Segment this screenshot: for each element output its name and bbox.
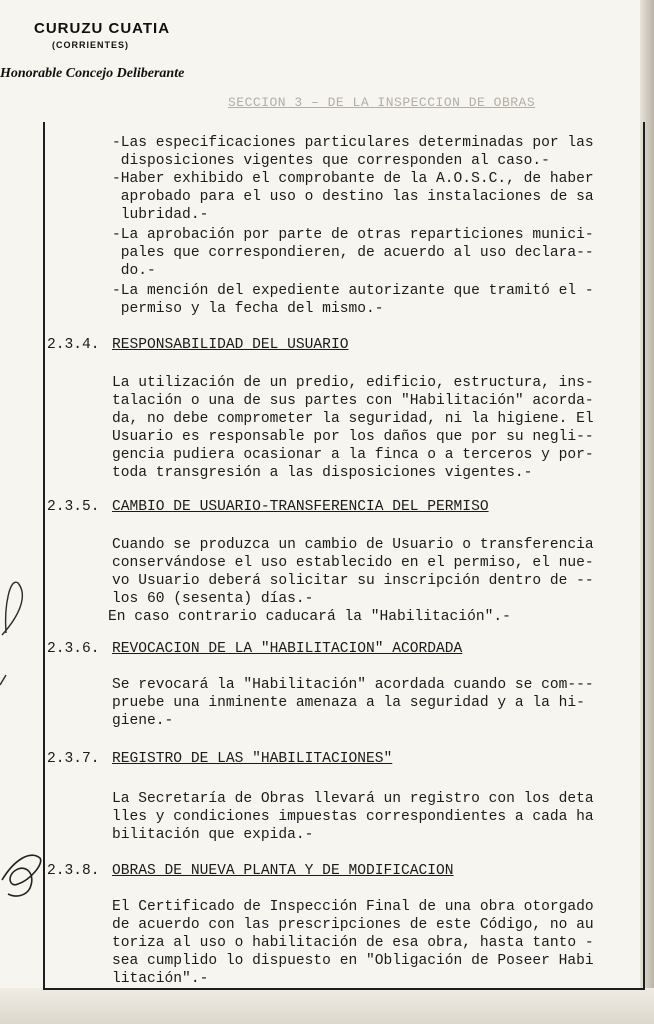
list-item: -La mención del expediente autorizante que tramitó el - [112,283,594,299]
paragraph-line: La utilización de un predio, edificio, estructura, ins- [112,375,594,391]
list-item: -La aprobación por parte de otras reparticiones munici- [112,227,594,243]
paragraph-line: giene.- [112,713,174,729]
section-number: 2.3.4. [47,337,100,353]
section-heading: CAMBIO DE USUARIO-TRANSFERENCIA DEL PERMISO [112,499,489,515]
list-item: lubridad.- [112,207,209,223]
paragraph-line: da, no debe comprometer la seguridad, ni la higiene. El [112,411,594,427]
section-heading: REGISTRO DE LAS "HABILITACIONES" [112,751,393,767]
paragraph-line: gencia pudiera ocasionar a la finca o a terceros y por- [112,447,594,463]
list-item: do.- [112,263,156,279]
paragraph-line: Usuario es responsable por los daños que por su negli-- [112,429,594,445]
list-item: -Haber exhibido el comprobante de la A.O.S.C., de haber [112,171,594,187]
letterhead-province: (CORRIENTES) [52,40,129,50]
paragraph-line: Cuando se produzca un cambio de Usuario o transferencia [112,537,594,553]
list-item: aprobado para el uso o destino las instalaciones de sa [112,189,594,205]
signature-scribble-icon [0,840,46,910]
list-item: pales que correspondieren, de acuerdo al uso declara-- [112,245,594,261]
paragraph-line: litación".- [112,971,209,987]
section-title: SECCION 3 – DE LA INSPECCION DE OBRAS [228,95,536,110]
paragraph-line: los 60 (sesenta) días.- [112,591,314,607]
letterhead-council: Honorable Concejo Deliberante [0,66,185,81]
section-number: 2.3.7. [47,751,100,767]
paragraph-line: La Secretaría de Obras llevará un registro con los deta [112,791,594,807]
paragraph-line: pruebe una inminente amenaza a la seguridad y a la hi- [112,695,585,711]
paragraph-line: bilitación que expida.- [112,827,314,843]
section-number: 2.3.8. [47,863,100,879]
paragraph-line: sea cumplido lo dispuesto en "Obligación de Poseer Habi [112,953,594,969]
paragraph-line: de acuerdo con las prescripciones de este Código, no au [112,917,594,933]
letterhead-city: CURUZU CUATIA [34,20,171,37]
paragraph-line: talación o una de sus partes con "Habilitación" acorda- [112,393,594,409]
paragraph-line: El Certificado de Inspección Final de una obra otorgado [112,899,594,915]
section-number: 2.3.6. [47,641,100,657]
paragraph-line: Se revocará la "Habilitación" acordada cuando se com--- [112,677,594,693]
signature-mark-icon [0,575,30,715]
section-heading: OBRAS DE NUEVA PLANTA Y DE MODIFICACION [112,863,454,879]
paragraph-line: toda transgresión a las disposiciones vigentes.- [112,465,533,481]
section-heading: REVOCACION DE LA "HABILITACION" ACORDADA [112,641,463,657]
page-bottom-edge [0,988,654,1024]
paragraph-line: En caso contrario caducará la "Habilitación".- [108,609,511,625]
list-item: permiso y la fecha del mismo.- [112,301,384,317]
section-heading: RESPONSABILIDAD DEL USUARIO [112,337,349,353]
list-item: -Las especificaciones particulares determinadas por las [112,135,594,151]
list-item: disposiciones vigentes que corresponden al caso.- [112,153,550,169]
paragraph-line: vo Usuario deberá solicitar su inscripción dentro de -- [112,573,594,589]
paragraph-line: lles y condiciones impuestas correspondientes a cada ha [112,809,594,825]
section-number: 2.3.5. [47,499,100,515]
paragraph-line: conservándose el uso establecido en el permiso, el nue- [112,555,594,571]
paragraph-line: toriza al uso o habilitación de esa obra, hasta tanto - [112,935,594,951]
